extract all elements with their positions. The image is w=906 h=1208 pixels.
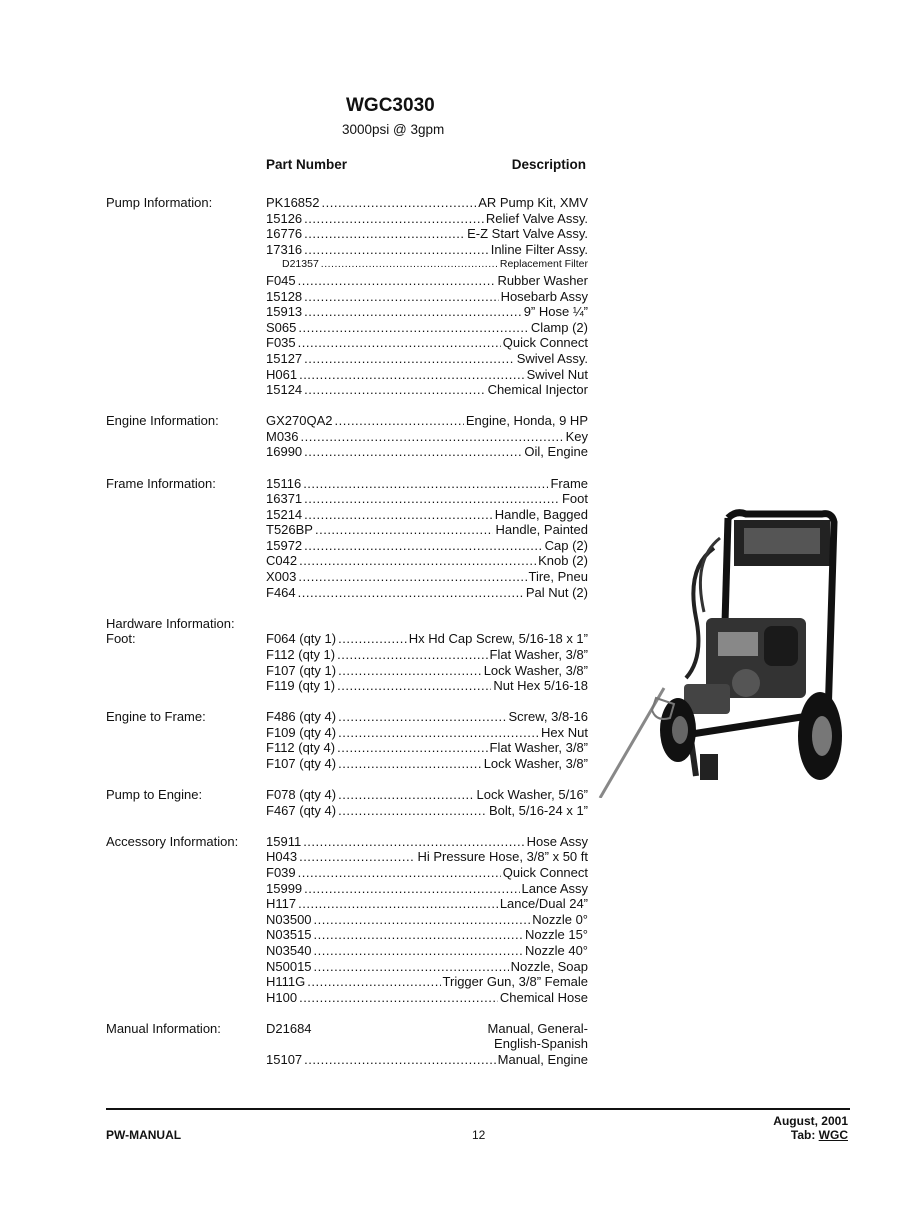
part-number: 15128: [266, 288, 303, 304]
part-row: [266, 211, 588, 227]
dot-leader: [338, 631, 407, 647]
section-label-text: Engine Information:: [106, 413, 219, 429]
part-description: Swivel Assy.: [516, 350, 588, 366]
dot-leader: [298, 585, 524, 601]
part-number: 15127: [266, 350, 303, 366]
section-label-text: Hardware Information:: [106, 615, 235, 631]
part-description: Pal Nut (2): [525, 584, 588, 600]
part-description: Key: [565, 428, 588, 444]
page-title: WGC3030: [346, 95, 435, 116]
part-row: [266, 444, 588, 460]
part-row: [266, 990, 588, 1006]
part-row: [266, 647, 588, 663]
dot-leader: [338, 787, 474, 803]
dot-leader: [298, 865, 501, 881]
part-row: [266, 226, 588, 242]
parts-section: [106, 787, 588, 818]
part-row: [266, 631, 588, 647]
part-description: 9” Hose ¼”: [523, 304, 588, 320]
part-number: 15999: [266, 880, 303, 896]
parts-section: [106, 1021, 588, 1068]
dot-leader: [299, 553, 536, 569]
parts-section: [106, 476, 588, 601]
part-row: [266, 367, 588, 383]
part-number: H100: [266, 989, 298, 1005]
part-description: Nut Hex 5/16-18: [493, 678, 588, 694]
part-row: [266, 320, 588, 336]
part-row: [266, 787, 588, 803]
part-description: Screw, 3/8-16: [508, 709, 588, 725]
part-number: X003: [266, 569, 297, 585]
part-row: [266, 242, 588, 258]
part-description: Quick Connect: [502, 335, 588, 351]
section-label: [106, 195, 212, 211]
part-row: [266, 304, 588, 320]
part-description: Rubber Washer: [497, 272, 588, 288]
part-description: Relief Valve Assy.: [485, 210, 588, 226]
part-row: [266, 865, 588, 881]
part-row: [266, 849, 588, 865]
part-description: Handle, Painted: [495, 522, 588, 538]
part-row: [266, 740, 588, 756]
column-header-description: Description: [511, 157, 586, 172]
section-label-text: Pump to Engine:: [106, 787, 203, 803]
spacer-row: [266, 616, 588, 632]
section-label: [106, 616, 235, 647]
part-number: F107 (qty 1): [266, 662, 337, 678]
part-row: [266, 834, 588, 850]
dot-leader: [304, 242, 489, 258]
part-description: Nozzle 0°: [532, 911, 588, 927]
part-number: F035: [266, 335, 296, 351]
part-number: N03500: [266, 911, 312, 927]
part-row: [266, 709, 588, 725]
footer-tab-value: WGC: [818, 1128, 848, 1142]
dot-leader: [304, 491, 560, 507]
dot-leader: [321, 257, 498, 273]
section-label: [106, 1021, 221, 1037]
part-description: Bolt, 5/16-24 x 1”: [489, 802, 588, 818]
section-label-text: Engine to Frame:: [106, 709, 206, 725]
dot-leader: [314, 927, 523, 943]
page-subtitle: 3000psi @ 3gpm: [342, 122, 445, 137]
part-row: [266, 912, 588, 928]
dot-leader: [303, 834, 524, 850]
dot-leader: [338, 725, 539, 741]
dot-leader: [338, 663, 482, 679]
part-description: Flat Washer, 3/8”: [489, 740, 588, 756]
footer-manual-name: PW-MANUAL: [106, 1128, 182, 1142]
part-row: [266, 585, 588, 601]
part-row: [266, 382, 588, 398]
part-row: [266, 351, 588, 367]
dot-leader: [301, 429, 564, 445]
part-row: [266, 725, 588, 741]
dot-leader: [303, 476, 548, 492]
dot-leader: [304, 1052, 496, 1068]
dot-leader: [304, 444, 522, 460]
footer-rule: [106, 1108, 850, 1110]
part-number: F078 (qty 4): [266, 787, 337, 803]
part-number: F464: [266, 584, 296, 600]
dot-leader: [299, 990, 498, 1006]
part-description: English-Spanish: [494, 1036, 588, 1052]
part-description: Clamp (2): [530, 319, 588, 335]
part-description: Trigger Gun, 3/8” Female: [442, 974, 588, 990]
part-number: F039: [266, 864, 296, 880]
part-description: Hosebarb Assy: [500, 288, 588, 304]
part-number: F045: [266, 272, 296, 288]
part-description: Manual, General-: [487, 1020, 588, 1036]
dot-leader: [298, 320, 529, 336]
parts-list: [106, 195, 588, 1083]
dot-leader: [337, 740, 487, 756]
section-label: [106, 413, 219, 429]
dot-leader: [304, 304, 522, 320]
dot-leader: [299, 849, 415, 865]
part-number: 17316: [266, 241, 303, 257]
part-description: Nozzle, Soap: [510, 958, 588, 974]
part-number: 15126: [266, 210, 303, 226]
dot-leader: [298, 896, 498, 912]
part-row: [266, 273, 588, 289]
part-row: [266, 507, 588, 523]
part-description: Swivel Nut: [526, 366, 588, 382]
part-description: Frame: [550, 475, 588, 491]
part-description: Lance Assy: [521, 880, 588, 896]
section-label: [106, 834, 238, 850]
dot-leader: [298, 569, 526, 585]
dot-leader: [337, 678, 491, 694]
dot-leader: [314, 943, 523, 959]
dot-leader: [304, 538, 542, 554]
part-row: [266, 678, 588, 694]
dot-leader: [304, 881, 519, 897]
part-row: [266, 289, 588, 305]
part-description: Flat Washer, 3/8”: [489, 646, 588, 662]
parts-section: [106, 195, 588, 398]
part-row: [266, 756, 588, 772]
part-number: 15913: [266, 304, 303, 320]
part-row: [266, 429, 588, 445]
part-description: Engine, Honda, 9 HP: [465, 413, 588, 429]
part-row: [266, 538, 588, 554]
parts-section: [106, 413, 588, 460]
part-description: Hx Hd Cap Screw, 5/16-18 x 1”: [408, 631, 588, 647]
dot-leader: [315, 522, 494, 538]
part-description: Nozzle 40°: [524, 942, 588, 958]
part-row: [266, 881, 588, 897]
dot-leader: [307, 974, 440, 990]
section-label-text: Manual Information:: [106, 1020, 221, 1036]
part-row: [266, 413, 588, 429]
part-description: Tire, Pneu: [528, 569, 588, 585]
part-number: PK16852: [266, 195, 320, 210]
part-row: [266, 896, 588, 912]
part-number: F112 (qty 4): [266, 740, 336, 756]
column-header-part-number: Part Number: [266, 157, 348, 172]
parts-section: [106, 709, 588, 771]
part-row: [266, 522, 588, 538]
footer-date-tab: [773, 1114, 848, 1142]
part-number: 15124: [266, 382, 303, 398]
part-number: F112 (qty 1): [266, 646, 336, 662]
section-sublabel-text: Foot:: [106, 631, 136, 647]
footer-tab-label: Tab:: [790, 1128, 816, 1142]
part-number: F467 (qty 4): [266, 802, 337, 818]
part-description: Foot: [561, 491, 588, 507]
part-description: Knob (2): [538, 553, 588, 569]
part-description: Lock Washer, 3/8”: [483, 662, 588, 678]
part-row: [266, 476, 588, 492]
part-number: N50015: [266, 958, 312, 974]
part-number: 15214: [266, 506, 303, 522]
dot-leader: [299, 367, 525, 383]
part-row: [266, 943, 588, 959]
footer-date: August, 2001: [773, 1114, 848, 1128]
part-number: N03515: [266, 927, 312, 943]
page-number: 12: [472, 1128, 486, 1142]
part-number: S065: [266, 319, 297, 335]
part-description: Hose Assy: [526, 833, 588, 849]
part-row: [266, 335, 588, 351]
dot-leader: [304, 382, 485, 398]
part-number: D21357: [282, 258, 319, 271]
section-label: [106, 787, 202, 803]
part-number: 15116: [266, 475, 302, 491]
dot-leader: [304, 211, 484, 227]
part-row: [266, 1036, 588, 1052]
part-description: Lock Washer, 3/8”: [483, 756, 588, 771]
parts-section: [106, 834, 588, 1006]
section-label-text: Accessory Information:: [106, 833, 239, 849]
part-number: F486 (qty 4): [266, 709, 337, 725]
part-row: [266, 974, 588, 990]
part-description: Oil, Engine: [524, 444, 588, 460]
part-description: Inline Filter Assy.: [490, 241, 588, 257]
dot-leader: [304, 226, 465, 242]
part-number: C042: [266, 553, 298, 569]
part-description: Chemical Hose: [499, 989, 588, 1005]
part-number: 15107: [266, 1052, 303, 1067]
part-number: 16371: [266, 491, 303, 507]
part-description: E-Z Start Valve Assy.: [467, 226, 588, 242]
part-number: H117: [266, 896, 297, 912]
part-description: Replacement Filter: [499, 258, 588, 271]
part-description: Lance/Dual 24”: [499, 896, 588, 912]
dot-leader: [338, 709, 506, 725]
part-number: D21684: [266, 1020, 312, 1036]
part-description: Hi Pressure Hose, 3/8” x 50 ft: [417, 849, 588, 865]
part-row: [266, 663, 588, 679]
part-number: H111G: [266, 974, 306, 990]
dot-leader: [314, 959, 509, 975]
dot-leader: [338, 756, 482, 772]
part-row: [266, 1052, 588, 1068]
part-description: Lock Washer, 5/16”: [476, 787, 588, 803]
parts-section: [106, 616, 588, 694]
part-description: Handle, Bagged: [494, 506, 588, 522]
dot-leader: [304, 351, 515, 367]
dot-leader: [322, 195, 477, 211]
part-number: T526BP: [266, 522, 313, 538]
part-number: F119 (qty 1): [266, 678, 336, 694]
part-row: [266, 569, 588, 585]
part-number: [266, 1036, 456, 1052]
part-row: [266, 803, 588, 819]
pressure-washer-illustration: [596, 508, 856, 798]
part-number: H043: [266, 849, 298, 865]
section-label-text: Frame Information:: [106, 475, 216, 491]
part-description: Chemical Injector: [487, 382, 588, 398]
part-description: AR Pump Kit, XMV: [478, 195, 588, 210]
part-description: Cap (2): [544, 537, 588, 553]
dot-leader: [298, 335, 501, 351]
section-label: [106, 476, 216, 492]
part-number: F064 (qty 1): [266, 631, 337, 647]
dot-leader: [304, 507, 493, 523]
part-number: F109 (qty 4): [266, 724, 337, 740]
part-row: [266, 1021, 588, 1037]
dot-leader: [337, 647, 487, 663]
part-number: N03540: [266, 942, 312, 958]
part-number: 16776: [266, 226, 303, 242]
dot-leader: [335, 413, 464, 429]
part-row: [266, 553, 588, 569]
part-number: 16990: [266, 444, 303, 460]
part-row: [266, 959, 588, 975]
part-row: [266, 257, 588, 273]
dot-leader: [298, 273, 496, 289]
part-description: Hex Nut: [541, 724, 588, 740]
part-number: 15911: [266, 833, 302, 849]
part-description: Quick Connect: [502, 864, 588, 880]
dot-leader: [314, 912, 531, 928]
section-label-text: Pump Information:: [106, 195, 213, 210]
part-row: [266, 195, 588, 211]
part-number: F107 (qty 4): [266, 756, 337, 771]
part-number: GX270QA2: [266, 413, 333, 429]
part-description: Manual, Engine: [497, 1052, 588, 1067]
part-row: [266, 491, 588, 507]
part-number: 15972: [266, 537, 303, 553]
part-description: Nozzle 15°: [524, 927, 588, 943]
section-label: [106, 709, 206, 725]
part-row: [266, 927, 588, 943]
part-number: M036: [266, 428, 299, 444]
dot-leader: [338, 803, 487, 819]
part-number: H061: [266, 366, 298, 382]
dot-leader: [304, 289, 498, 305]
